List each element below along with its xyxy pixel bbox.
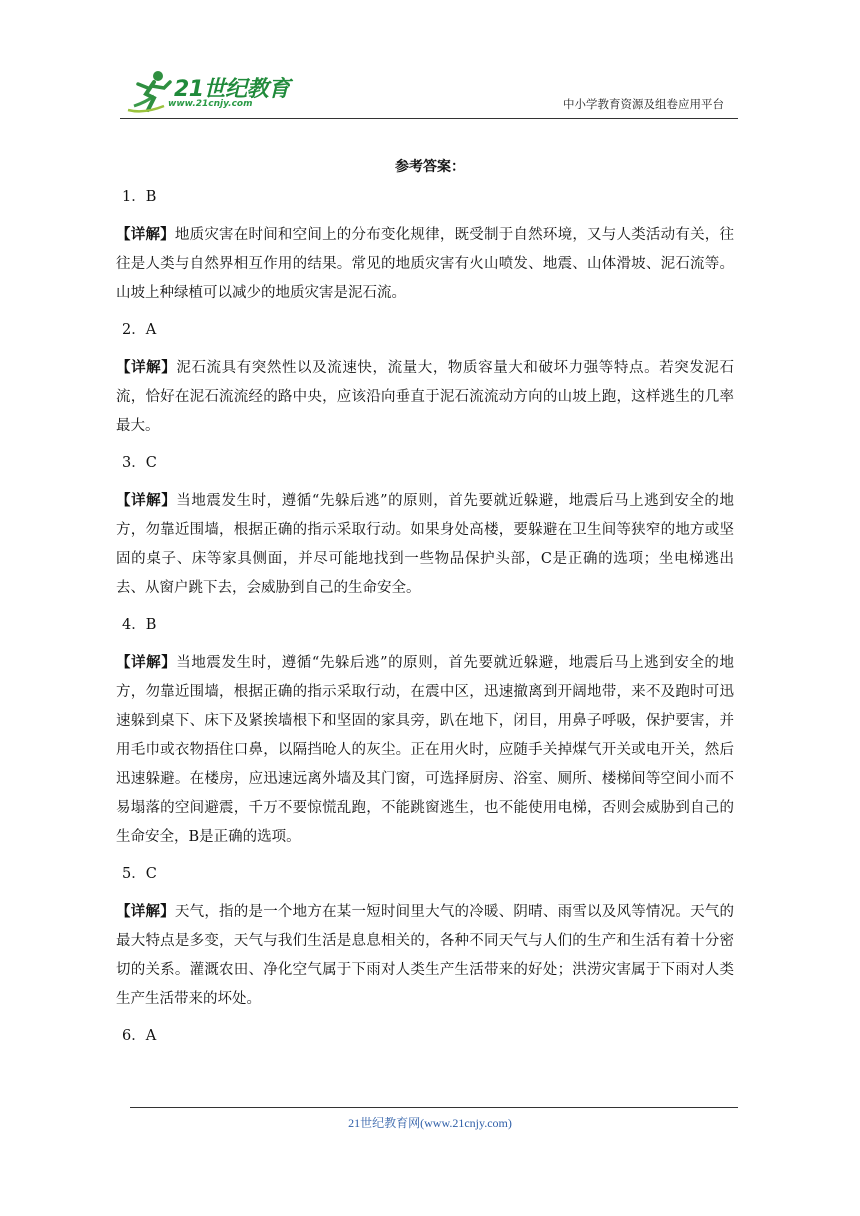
answer-number: 5．C	[122, 866, 157, 882]
answer-detail	[116, 897, 734, 1014]
detail-tag: 【详解】	[116, 359, 177, 376]
logo-url: www.21cnjy.com	[168, 99, 253, 109]
answer-number: 4．B	[122, 617, 157, 633]
detail-text: 泥石流具有突然性以及流速快，流量大，物质容量大和破坏力强等特点。若突发泥石流，恰好在泥石流流经的路中央，应该沿向垂直于泥石流流动方向的山坡上跑，这样逃生的几率最大。	[116, 360, 735, 434]
logo	[124, 66, 304, 116]
answer-detail	[116, 486, 734, 603]
detail-text: 天气，指的是一个地方在某一短时间里大气的冷暖、阴晴、雨雪以及风等情况。天气的最大特点是多变，天气与我们生活是息息相关的，各种不同天气与人们的生产和生活有着十分密切的关系。灌溉农田、净化空气属于下雨对人类生产生活带来的好处；洪涝灾害属于下雨对人类生产生活带来的坏处。	[116, 904, 735, 1007]
page-title: 参考答案：	[395, 159, 465, 175]
answer-number: 6．A	[122, 1028, 157, 1044]
logo-text: 21世纪教育	[174, 77, 290, 102]
answer-detail	[116, 648, 734, 852]
footer-link[interactable]: 21世纪教育网(www.21cnjy.com)	[348, 1116, 512, 1130]
answer-number: 1．B	[122, 189, 157, 205]
detail-tag: 【详解】	[116, 226, 175, 243]
footer-divider	[130, 1107, 738, 1108]
answer-number: 3．C	[122, 455, 157, 471]
answer-detail	[116, 353, 734, 441]
detail-text: 当地震发生时，遵循“先躲后逃”的原则，首先要就近躲避，地震后马上逃到安全的地方，勿靠近围墙，根据正确的指示采取行动。如果身处高楼，要躲避在卫生间等狭窄的地方或坚固的桌子、床等家具侧面，并尽可能地找到一些物品保护头部，C是正确的选项；坐电梯逃出去、从窗户跳下去，会威胁到自己的生命安全。	[116, 493, 734, 596]
page-header	[120, 66, 738, 119]
answer-list	[116, 183, 735, 1059]
detail-tag: 【详解】	[116, 903, 175, 920]
answer-detail	[116, 220, 734, 308]
detail-tag: 【详解】	[116, 654, 177, 671]
detail-tag: 【详解】	[116, 492, 177, 509]
detail-text: 地质灾害在时间和空间上的分布变化规律，既受制于自然环境，又与人类活动有关，往往是人类与自然界相互作用的结果。常见的地质灾害有火山喷发、地震、山体滑坡、泥石流等。山坡上种绿植可以减少的地质灾害是泥石流。	[116, 227, 735, 301]
platform-label: 中小学教育资源及组卷应用平台	[563, 97, 724, 111]
answer-number: 2．A	[122, 322, 157, 338]
detail-text: 当地震发生时，遵循“先躲后逃”的原则，首先要就近躲避，地震后马上逃到安全的地方，勿靠近围墙，根据正确的指示采取行动，在震中区，迅速撤离到开阔地带，来不及跑时可迅速躲到桌下、床下及紧挨墙根下和坚固的家具旁，趴在地下，闭目，用鼻子呼吸，保护要害，并用毛巾或衣物捂住口鼻，以隔挡呛人的灰尘。正在用火时，应随手关掉煤气开关或电开关，然后迅速躲避。在楼房，应迅速远离外墙及其门窗，可选择厨房、浴室、厕所、楼梯间等空间小而不易塌落的空间避震，千万不要惊慌乱跑，不能跳窗逃生，也不能使用电梯，否则会威胁到自己的生命安全，B是正确的选项。	[116, 655, 734, 845]
